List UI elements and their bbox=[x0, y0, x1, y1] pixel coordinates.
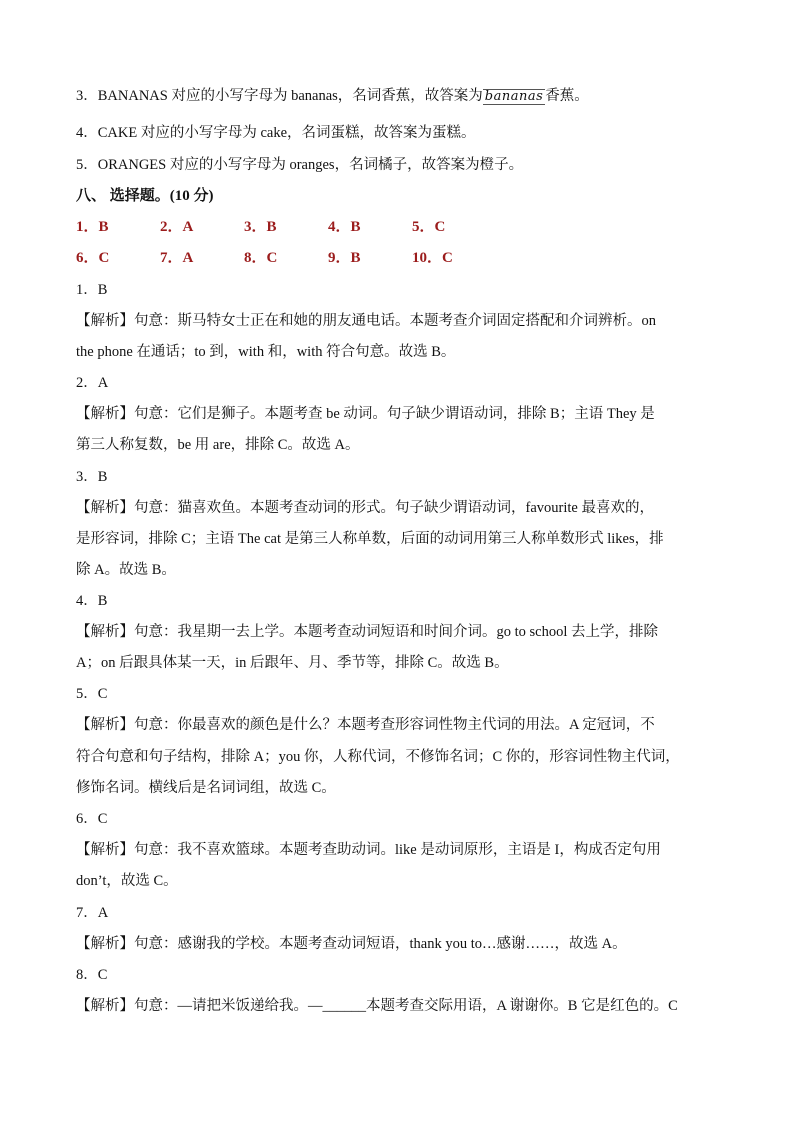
explanation-8-label: 8．C bbox=[76, 967, 108, 983]
explanation-5-line-1: 【解析】句意：你最喜欢的颜色是什么？本题考查形容词性物主代词的用法。A 定冠词，不 bbox=[76, 717, 655, 733]
explanation-4-line-1: 【解析】句意：我星期一去上学。本题考查动词短语和时间介词。go to school 去上学，排除 bbox=[76, 624, 659, 640]
explanation-5-label: 5．C bbox=[76, 686, 108, 702]
explanation-2-line-1: 【解析】句意：它们是狮子。本题考查 be 动词。句子缺少谓语动词，排除 B；主语 They 是 bbox=[76, 406, 655, 422]
intro-item-3-text: 3．BANANAS 对应的小写字母为 bananas，名词香蕉，故答案为 bbox=[76, 88, 483, 104]
explanation-8-line-1: 【解析】句意：—请把米饭递给我。—______本题考查交际用语，A 谢谢你。B 它是红色的。C bbox=[76, 998, 678, 1014]
explanation-4-label: 4．B bbox=[76, 593, 108, 609]
handwritten-answer: bananas bbox=[484, 89, 544, 104]
explanation-2-label: 2．A bbox=[76, 375, 109, 391]
explanation-7-label: 7．A bbox=[76, 905, 109, 921]
explanation-1-line-1: 【解析】句意：斯马特女士正在和她的朋友通电话。本题考查介词固定搭配和介词辨析。on bbox=[76, 313, 656, 329]
answer-10: 10．C bbox=[412, 250, 453, 266]
explanation-1-label: 1．B bbox=[76, 282, 108, 298]
answer-3: 3．B bbox=[244, 219, 277, 235]
explanation-6-line-1: 【解析】句意：我不喜欢篮球。本题考查助动词。like 是动词原形，主语是 I，构成否定句用 bbox=[76, 842, 661, 858]
intro-item-4: 4．CAKE 对应的小写字母为 cake，名词蛋糕，故答案为蛋糕。 bbox=[76, 125, 476, 141]
explanation-3-line-3: 除 A。故选 B。 bbox=[76, 562, 176, 578]
answer-4: 4．B bbox=[328, 219, 361, 235]
explanation-7-line-1: 【解析】句意：感谢我的学校。本题考查动词短语，thank you to…感谢……，故选 A。 bbox=[76, 936, 627, 952]
explanation-3-label: 3．B bbox=[76, 469, 108, 485]
answer-9: 9．B bbox=[328, 250, 361, 266]
answer-7: 7．A bbox=[160, 250, 194, 266]
intro-item-3-tail: 香蕉。 bbox=[545, 88, 589, 104]
answer-2: 2．A bbox=[160, 219, 194, 235]
explanation-4-line-2: A；on 后跟具体某一天，in 后跟年、月、季节等，排除 C。故选 B。 bbox=[76, 655, 509, 671]
answer-5: 5．C bbox=[412, 219, 446, 235]
intro-item-5: 5．ORANGES 对应的小写字母为 oranges，名词橘子，故答案为橙子。 bbox=[76, 157, 524, 173]
explanation-6-label: 6．C bbox=[76, 811, 108, 827]
explanation-2-line-2: 第三人称复数，be 用 are，排除 C。故选 A。 bbox=[76, 437, 360, 453]
explanation-5-line-3: 修饰名词。横线后是名词词组，故选 C。 bbox=[76, 780, 336, 796]
explanation-6-line-2: don’t，故选 C。 bbox=[76, 873, 178, 889]
answer-8: 8．C bbox=[244, 250, 278, 266]
answer-1: 1．B bbox=[76, 219, 109, 235]
explanation-5-line-2: 符合句意和句子结构，排除 A；you 你，人称代词，不修饰名词；C 你的，形容词性物主代词， bbox=[76, 749, 680, 765]
explanation-3-line-2: 是形容词，排除 C；主语 The cat 是第三人称单数，后面的动词用第三人称单数形式 likes，排 bbox=[76, 531, 664, 547]
intro-item-3 bbox=[76, 86, 589, 106]
section-heading: 八、 选择题。(10 分) bbox=[76, 188, 214, 204]
answer-6: 6．C bbox=[76, 250, 110, 266]
explanation-1-line-2: the phone 在通话；to 到，with 和，with 符合句意。故选 B。 bbox=[76, 344, 456, 360]
explanation-3-line-1: 【解析】句意：猫喜欢鱼。本题考查动词的形式。句子缺少谓语动词，favourite 最喜欢的， bbox=[76, 500, 654, 516]
